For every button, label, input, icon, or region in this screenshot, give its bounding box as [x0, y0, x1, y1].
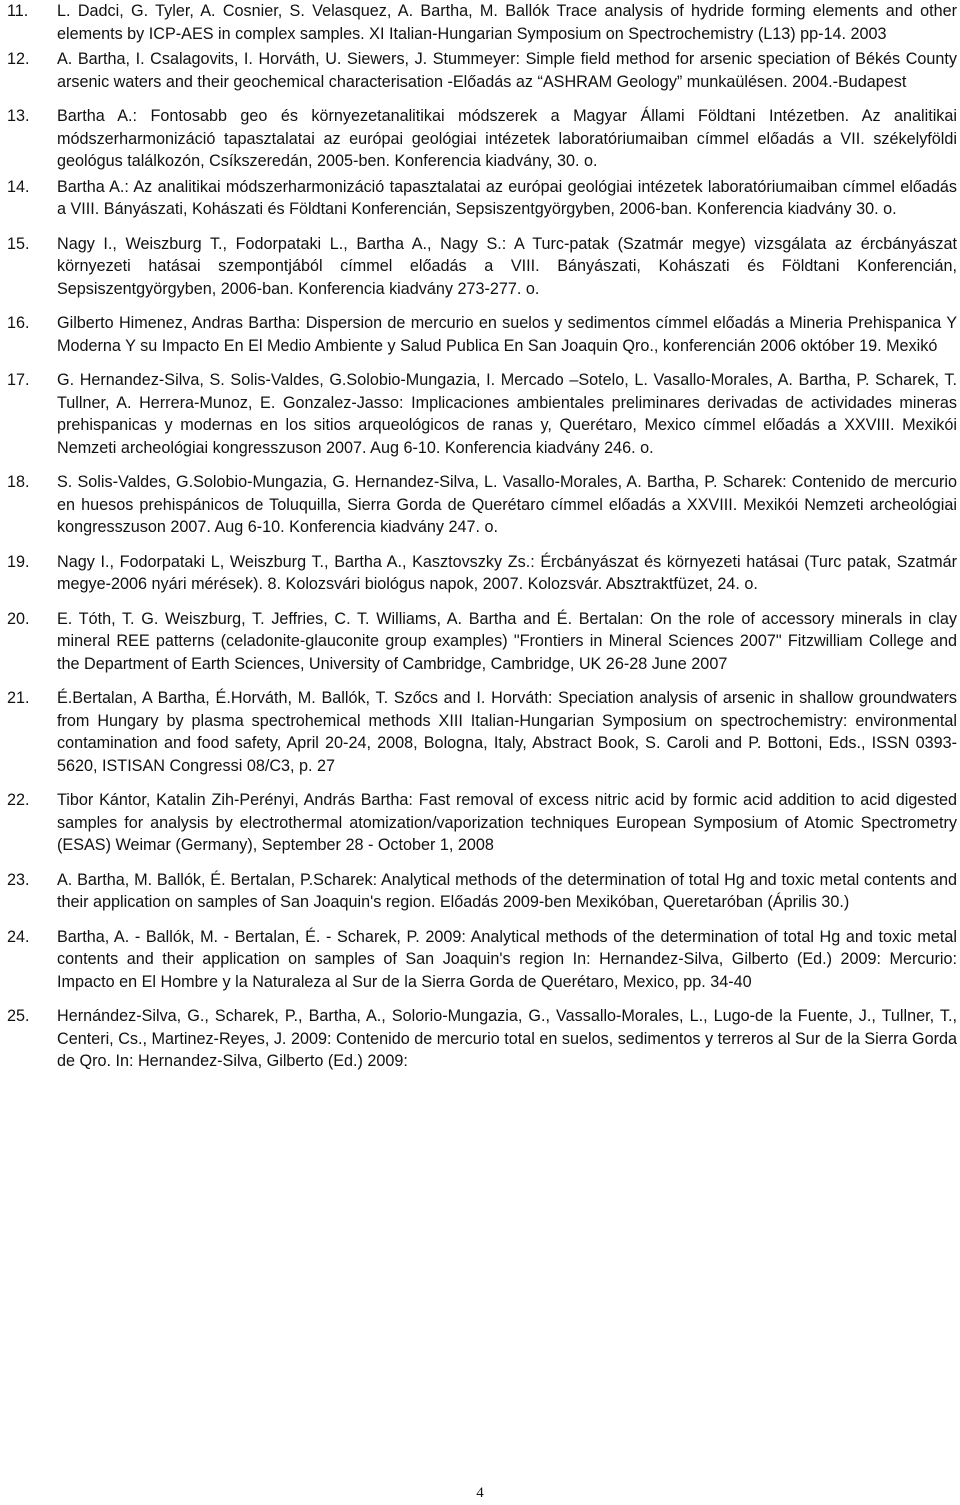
reference-number: 19. — [7, 552, 30, 571]
reference-item — [7, 0, 957, 45]
reference-number: 20. — [7, 609, 30, 628]
reference-number: 12. — [7, 50, 30, 68]
reference-text: E. Tóth, T. G. Weiszburg, T. Jeffries, C. T. Williams, A. Bartha and É. Bertalan: On the role of accessory minerals in clay mineral REE patterns (celadonite-glauconite group examples) "Frontiers in Mineral Sciences 2007" Fitzwilliam College and the Department of Earth Sciences, University of Cambridge, Cambridge, UK 26-28 June 2007 — [57, 609, 957, 673]
reference-item — [7, 369, 957, 459]
reference-text: Tibor Kántor, Katalin Zih-Perényi, András Bartha: Fast removal of excess nitric acid by formic acid addition to acid digested samples for analysis by electrothermal atomization/vaporization techniques European Symposium of Atomic Spectrometry (ESAS) Weimar (Germany), September 28 - October 1, 2008 — [57, 791, 957, 854]
reference-item — [7, 105, 957, 173]
reference-number: 21. — [7, 689, 30, 707]
reference-item — [7, 1005, 957, 1073]
reference-text: Bartha, A. - Ballók, M. - Bertalan, É. - Scharek, P. 2009: Analytical methods of the determination of total Hg and toxic metal contents and their application on samples of San Joaquin's region In: Hernandez-Silva, Gilberto (Ed.) 2009: Mercurio: Impacto en El Hombre y la Naturaleza al Sur de la Sierra Gorda de Querétaro, Mexico, pp. 34-40 — [57, 927, 957, 991]
reference-text: A. Bartha, I. Csalagovits, I. Horváth, U. Siewers, J. Stummeyer: Simple field method for arsenic speciation of Békés County arsenic waters and their geochemical characterisation -Előadás az “ASHRAM Geology” munkaülésen. 2004.-Budapest — [57, 50, 957, 91]
reference-number: 14. — [7, 177, 30, 196]
reference-item — [7, 608, 957, 676]
reference-number: 15. — [7, 234, 30, 253]
reference-item — [7, 312, 957, 357]
reference-number: 13. — [7, 107, 30, 125]
reference-number: 23. — [7, 870, 30, 889]
reference-number: 11. — [7, 2, 29, 20]
reference-item — [7, 926, 957, 994]
reference-item — [7, 687, 957, 777]
reference-list — [7, 0, 957, 1085]
reference-item — [7, 48, 957, 93]
reference-text: Nagy I., Fodorpataki L, Weiszburg T., Bartha A., Kasztovszky Zs.: Ércbányászat és környezeti hatásai (Turc patak, Szatmár megye-2006 nyári mérések). 8. Kolozsvári biológus napok, 2007. Kolozsvár. Absztraktfüzet, 24. o. — [57, 552, 957, 593]
reference-item — [7, 233, 957, 301]
page-number: 4 — [476, 1485, 484, 1501]
reference-text: A. Bartha, M. Ballók, É. Bertalan, P.Scharek: Analytical methods of the determination of total Hg and toxic metal contents and their application on samples of San Joaquin's region. Előadás 2009-ben Mexikóban, Queretaróban (Április 30.) — [57, 870, 957, 911]
reference-item — [7, 176, 957, 221]
reference-number: 24. — [7, 927, 30, 946]
reference-text: Bartha A.: Az analitikai módszerharmonizáció tapasztalatai az európai geológiai intézetek laboratóriumaiban címmel előadás a VIII. Bányászati, Kohászati és Földtani Konferencián, Sepsiszentgyörgyben, 2006-ban. Konferencia kiadvány 30. o. — [57, 177, 957, 218]
reference-item — [7, 551, 957, 596]
reference-number: 22. — [7, 791, 30, 809]
reference-number: 18. — [7, 473, 30, 491]
reference-number: 16. — [7, 314, 30, 332]
reference-item — [7, 471, 957, 539]
reference-text: G. Hernandez-Silva, S. Solis-Valdes, G.Solobio-Mungazia, I. Mercado –Sotelo, L. Vasallo-Morales, A. Bartha, P. Scharek, T. Tullner, A. Herrera-Munoz, E. Gonzalez-Jasso: Implicaciones ambientales preliminares derivadas de actividades mineras prehispanicas y modernas en los sitios arqueológicos de ranas y, Querétaro, Mexico címmel előadás a XXVIII. Mexikói Nemzeti archeológiai kongresszuson 2007. Aug 6-10. Konferencia kiadvány 246. o. — [57, 371, 957, 457]
reference-number: 17. — [7, 371, 30, 389]
reference-text: Gilberto Himenez, Andras Bartha: Dispersion de mercurio en suelos y sedimentos címmel előadás a Mineria Prehispanica Y Moderna Y su Impacto En El Medio Ambiente y Salud Publica En San Joaquin Qro., konferencián 2006 október 19. Mexikó — [57, 314, 957, 355]
reference-text: Nagy I., Weiszburg T., Fodorpataki L., Bartha A., Nagy S.: A Turc-patak (Szatmár megye) vizsgálata az ércbányászat környezeti hatásai szempontjából címmel előadás a VIII. Bányászati, Kohászati és Földtani Konferencián, Sepsiszentgyörgyben, 2006-ban. Konferencia kiadvány 273-277. o. — [57, 234, 957, 298]
reference-text: É.Bertalan, A Bartha, É.Horváth, M. Ballók, T. Szőcs and I. Horváth: Speciation analysis of arsenic in shallow groundwaters from Hungary by plasma spectrohemical methods XIII Italian-Hungarian Symposium on spectrochemistry: environmental contamination and food safety, April 20-24, 2008, Bologna, Italy, Abstract Book, S. Caroli and P. Bottoni, Eds., ISSN 0393-5620, ISTISAN Congressi 08/C3, p. 27 — [57, 689, 957, 775]
reference-item — [7, 789, 957, 857]
reference-text: Bartha A.: Fontosabb geo és környezetanalitikai módszerek a Magyar Állami Földtani Intézetben. Az analitikai módszerharmonizáció tapasztalatai az európai geológiai intézetek laboratóriumaiban címmel előadás a VII. székelyföldi geológus találkozón, Csíkszeredán, 2005-ben. Konferencia kiadvány, 30. o. — [57, 107, 957, 170]
reference-text: S. Solis-Valdes, G.Solobio-Mungazia, G. Hernandez-Silva, L. Vasallo-Morales, A. Bartha, P. Scharek: Contenido de mercurio en huesos prehispánicos de Toluquilla, Sierra Gorda de Querétaro címmel előadás a XXVIII. Mexikói Nemzeti archeológiai kongresszuson 2007. Aug 6-10. Konferencia kiadvány 247. o. — [57, 473, 957, 536]
reference-text: Hernández-Silva, G., Scharek, P., Bartha, A., Solorio-Mungazia, G., Vassallo-Morales, L., Lugo-de la Fuente, J., Tullner, T., Centeri, Cs., Martinez-Reyes, J. 2009: Contenido de mercurio total en suelos, sedimentos y terreros al Sur de la Sierra Gorda de Qro. In: Hernandez-Silva, Gilberto (Ed.) 2009: — [57, 1007, 957, 1070]
reference-text: L. Dadci, G. Tyler, A. Cosnier, S. Velasquez, A. Bartha, M. Ballók Trace analysis of hydride forming elements and other elements by ICP-AES in complex samples. XI Italian-Hungarian Symposium on Spectrochemistry (L13) pp-14. 2003 — [57, 2, 957, 43]
reference-item — [7, 869, 957, 914]
reference-number: 25. — [7, 1007, 30, 1025]
